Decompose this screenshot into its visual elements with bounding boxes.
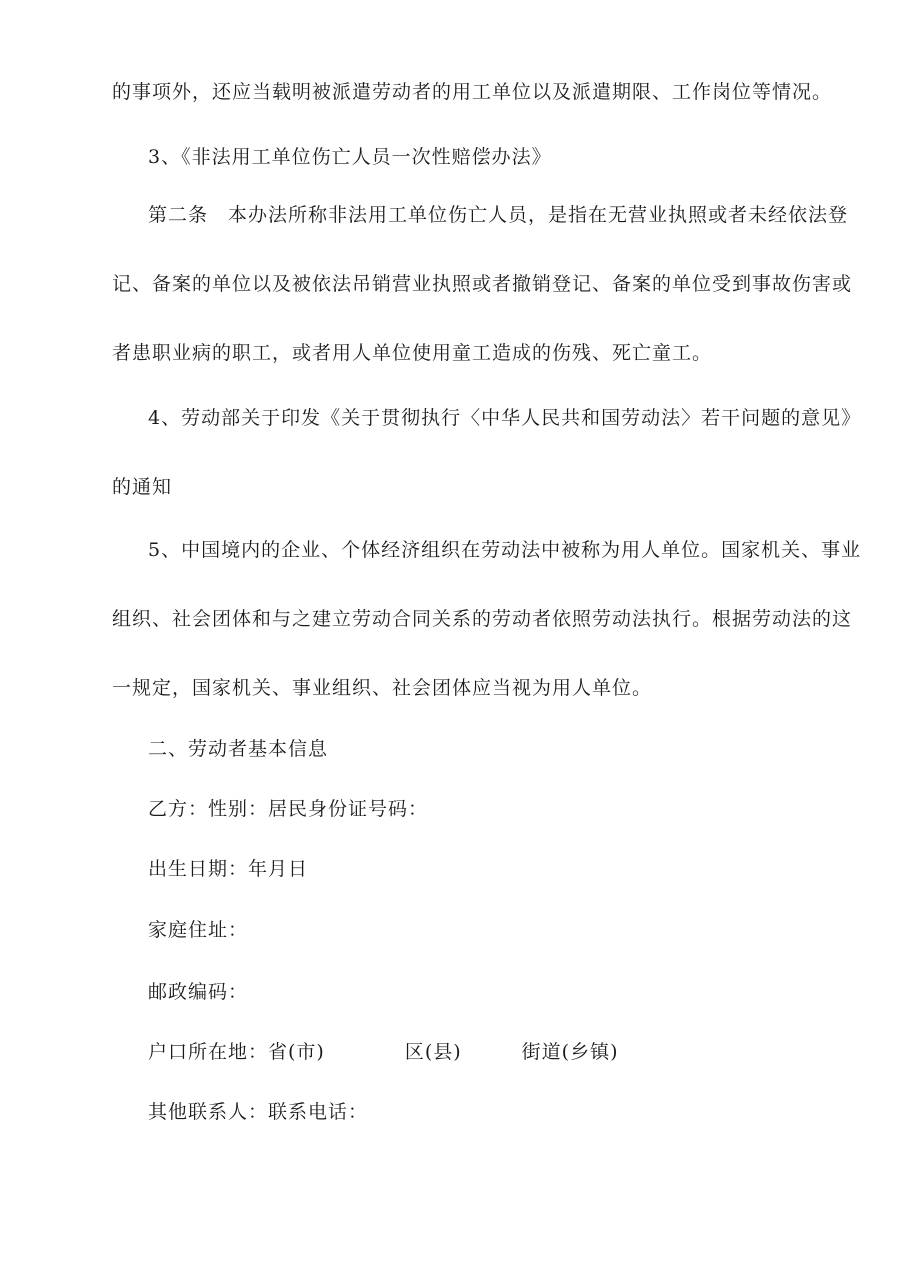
other-contact-field: 其他联系人：联系电话： xyxy=(148,1101,369,1123)
paragraph-line: 组织、社会团体和与之建立劳动合同关系的劳动者依照劳动法执行。根据劳动法的这 xyxy=(112,608,853,630)
paragraph-line: 的通知 xyxy=(112,476,173,498)
paragraph-line: 者患职业病的职工，或者用人单位使用童工造成的伤残、死亡童工。 xyxy=(112,342,713,364)
section-heading: 3、《非法用工单位伤亡人员一次性赔偿办法》 xyxy=(148,146,552,168)
paragraph-line: 的事项外，还应当载明被派遣劳动者的用工单位以及派遣期限、工作岗位等情况。 xyxy=(112,81,833,103)
paragraph-line: 5、中国境内的企业、个体经济组织在劳动法中被称为用人单位。国家机关、事业 xyxy=(148,539,862,561)
section-title: 二、劳动者基本信息 xyxy=(148,738,329,760)
paragraph-line: 一规定，国家机关、事业组织、社会团体应当视为用人单位。 xyxy=(112,677,653,699)
household-registration-field: 户口所在地：省(市) 区(县) 街道(乡镇) xyxy=(148,1041,619,1063)
worker-gender-id-field: 乙方：性别：居民身份证号码： xyxy=(148,798,429,820)
section-heading: 4、劳动部关于印发《关于贯彻执行〈中华人民共和国劳动法〉若干问题的意见》 xyxy=(148,407,862,429)
postal-code-field: 邮政编码： xyxy=(148,981,249,1003)
home-address-field: 家庭住址： xyxy=(148,919,249,941)
paragraph-line: 记、备案的单位以及被依法吊销营业执照或者撤销登记、备案的单位受到事故伤害或 xyxy=(112,273,853,295)
birth-date-field: 出生日期：年月日 xyxy=(148,858,309,880)
paragraph-line: 第二条 本办法所称非法用工单位伤亡人员，是指在无营业执照或者未经依法登 xyxy=(148,204,849,226)
